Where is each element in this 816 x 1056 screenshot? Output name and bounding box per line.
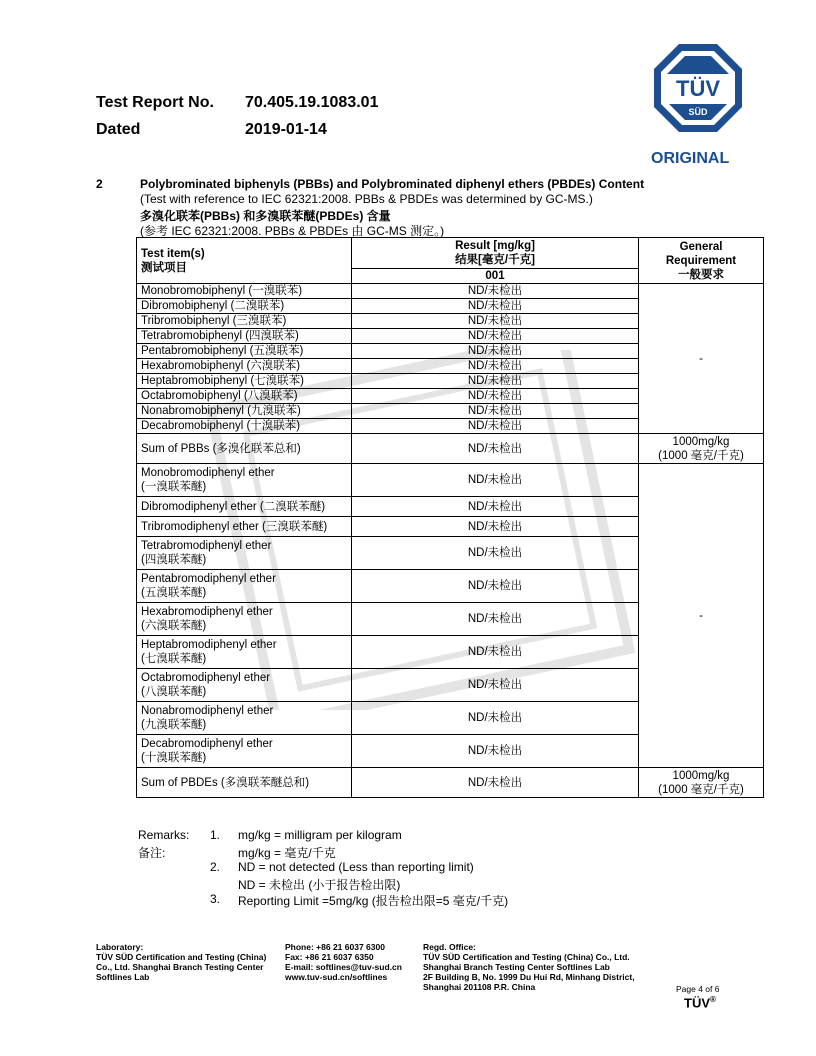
remark-2-cn: ND = 未检出 (小于报告检出限) [238,878,401,892]
section-title-en: Polybrominated biphenyls (PBBs) and Polybrominated diphenyl ethers (PBDEs) Content [140,177,645,191]
remark-1-cn: mg/kg = 毫克/千克 [238,846,336,860]
remark-2-en: ND = not detected (Less than reporting limit) [238,860,474,874]
pbb-item-name: Tetrabromobiphenyl (四溴联苯) [137,329,352,344]
pbde-item-result: ND/未检出 [352,464,639,497]
head-requirement: General Requirement 一般要求 [639,238,764,284]
pbb-sum-limit: 1000mg/kg (1000 毫克/千克) [639,434,764,464]
remark-2-num: 2. [210,860,221,874]
report-no-value: 70.405.19.1083.01 [245,94,379,111]
pbb-item-result: ND/未检出 [352,359,639,374]
pbde-item-result: ND/未检出 [352,735,639,768]
pbde-item-name: Dibromodiphenyl ether (二溴联苯醚) [137,497,352,517]
footer-tuv-mark: TÜV® [684,995,716,1011]
dated-label: Dated [96,121,141,138]
pbde-item-name: Tetrabromodiphenyl ether (四溴联苯醚) [137,537,352,570]
head-sample-id: 001 [352,269,639,284]
original-label: ORIGINAL [651,150,730,167]
pbb-item-name: Nonabromobiphenyl (九溴联苯) [137,404,352,419]
logo-text-sud: SÜD [688,107,708,117]
pbde-item-name: Decabromodiphenyl ether (十溴联苯醚) [137,735,352,768]
pbde-requirement: - [639,464,764,768]
results-table [136,237,764,798]
table-row [137,284,764,299]
pbde-item-result: ND/未检出 [352,517,639,537]
pbde-item-name: Heptabromodiphenyl ether (七溴联苯醚) [137,636,352,669]
pbb-item-name: Hexabromobiphenyl (六溴联苯) [137,359,352,374]
section-number: 2 [96,177,103,191]
pbde-item-result: ND/未检出 [352,603,639,636]
remark-1-num: 1. [210,828,221,842]
pbde-item-name: Octabromodiphenyl ether (八溴联苯醚) [137,669,352,702]
pbb-item-result: ND/未检出 [352,329,639,344]
remark-1-en: mg/kg = milligram per kilogram [238,828,402,842]
footer-office: Regd. Office: TÜV SÜD Certification and Testing (China) Co., Ltd. Shanghai Branch Testing Center Softlines Lab 2F Building B, No. 1999 Du Hui Rd, Minhang District, Shanghai 201108 P.R. China [423,942,635,992]
head-result: Result [mg/kg] 结果[毫克/千克] [352,238,639,269]
pbde-item-name: Hexabromodiphenyl ether (六溴联苯醚) [137,603,352,636]
pbb-requirement: - [639,284,764,434]
pbb-item-name: Pentabromobiphenyl (五溴联苯) [137,344,352,359]
footer-contact: Phone: +86 21 6037 6300 Fax: +86 21 6037 6350 E-mail: softlines@tuv-sud.cn www.tuv-sud.cn/softlines [285,942,402,982]
pbb-item-name: Tribromobiphenyl (三溴联苯) [137,314,352,329]
pbde-item-name: Pentabromodiphenyl ether (五溴联苯醚) [137,570,352,603]
remarks-label-cn: 备注: [138,846,166,860]
pbde-item-name: Tribromodiphenyl ether (三溴联苯醚) [137,517,352,537]
report-no-label: Test Report No. [96,94,214,111]
page-number: Page 4 of 6 [676,984,720,994]
pbb-item-result: ND/未检出 [352,374,639,389]
pbb-item-name: Dibromobiphenyl (二溴联苯) [137,299,352,314]
remark-3-num: 3. [210,892,221,906]
pbb-item-result: ND/未检出 [352,404,639,419]
pbde-item-result: ND/未检出 [352,669,639,702]
table-row-pbde-sum [137,768,764,798]
pbb-item-name: Decabromobiphenyl (十溴联苯) [137,419,352,434]
remarks-label-en: Remarks: [138,828,190,842]
pbb-item-result: ND/未检出 [352,344,639,359]
pbde-item-result: ND/未检出 [352,497,639,517]
tuv-logo [652,42,744,134]
pbde-item-name: Monobromodiphenyl ether (一溴联苯醚) [137,464,352,497]
pbde-item-result: ND/未检出 [352,636,639,669]
head-item: Test item(s) 测试项目 [137,238,352,284]
pbb-sum-result: ND/未检出 [352,434,639,464]
pbde-item-result: ND/未检出 [352,702,639,735]
pbb-item-result: ND/未检出 [352,389,639,404]
pbde-item-name: Nonabromodiphenyl ether (九溴联苯醚) [137,702,352,735]
dated-value: 2019-01-14 [245,121,327,138]
footer-laboratory: Laboratory: TÜV SÜD Certification and Testing (China) Co., Ltd. Shanghai Branch Testing Center Softlines Lab [96,942,267,982]
remark-3-text: Reporting Limit =5mg/kg (报告检出限=5 毫克/千克) [238,894,509,908]
pbb-item-name: Heptabromobiphenyl (七溴联苯) [137,374,352,389]
pbb-item-result: ND/未检出 [352,299,639,314]
pbde-sum-result: ND/未检出 [352,768,639,798]
pbde-sum-limit: 1000mg/kg (1000 毫克/千克) [639,768,764,798]
pbb-item-name: Monobromobiphenyl (一溴联苯) [137,284,352,299]
table-row [137,464,764,497]
section-method-cn: (参考 IEC 62321:2008. PBBs & PBDEs 由 GC-MS 测定。) [140,224,445,238]
section-method-en: (Test with reference to IEC 62321:2008. PBBs & PBDEs was determined by GC-MS.) [140,192,593,206]
pbde-item-result: ND/未检出 [352,537,639,570]
pbb-item-name: Octabromobiphenyl (八溴联苯) [137,389,352,404]
logo-text-tuv: TÜV [676,76,720,101]
section-title-cn: 多溴化联苯(PBBs) 和多溴联苯醚(PBDEs) 含量 [140,209,391,223]
pbb-item-result: ND/未检出 [352,284,639,299]
pbde-item-result: ND/未检出 [352,570,639,603]
table-row-pbb-sum [137,434,764,464]
pbb-item-result: ND/未检出 [352,314,639,329]
pbb-item-result: ND/未检出 [352,419,639,434]
pbde-sum-label: Sum of PBDEs (多溴联苯醚总和) [137,768,352,798]
pbb-sum-label: Sum of PBBs (多溴化联苯总和) [137,434,352,464]
